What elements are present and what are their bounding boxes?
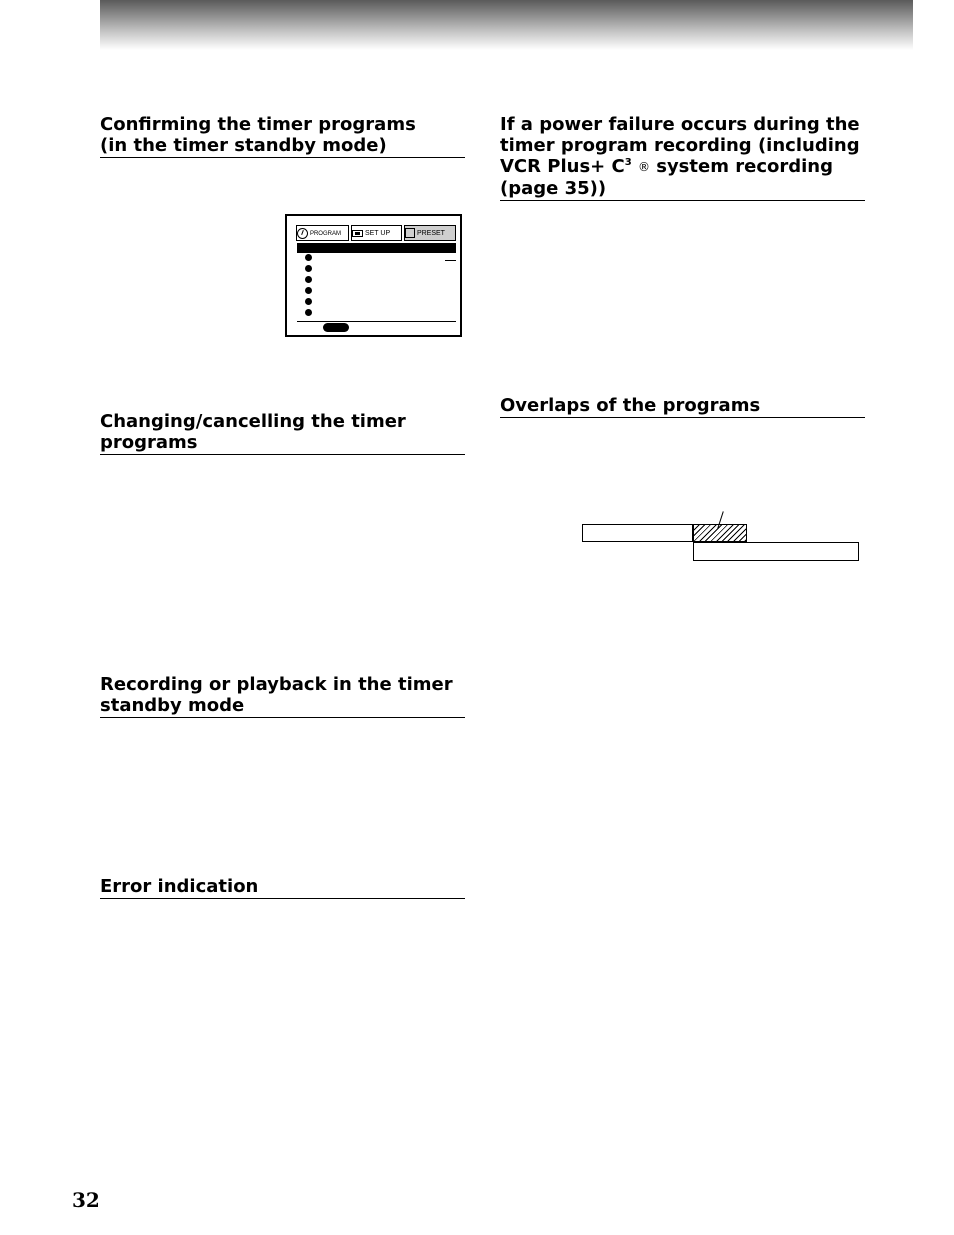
osd-tab-label: PROGRAM	[309, 231, 341, 237]
heading-line: programs	[100, 432, 198, 453]
tape-icon	[352, 230, 363, 237]
osd-tab-label: SET UP	[364, 230, 391, 237]
osd-tab-setup	[351, 225, 402, 241]
osd-button-pill	[323, 323, 349, 332]
heading-power-failure	[500, 114, 865, 201]
tv-icon	[405, 228, 415, 238]
heading-line: Changing/cancelling the timer	[100, 411, 406, 432]
heading-line: Overlaps of the programs	[500, 395, 761, 416]
heading-line: (in the timer standby mode)	[100, 135, 387, 156]
registered-mark: ®	[637, 160, 650, 174]
overlap-program-bar-1	[582, 524, 693, 542]
header-band	[100, 0, 913, 50]
heading-line: standby mode	[100, 695, 245, 716]
heading-changing-cancelling	[100, 411, 465, 455]
osd-tab-label: PRESET	[416, 230, 445, 237]
page-number: 32	[72, 1188, 100, 1212]
heading-confirming-timer-programs	[100, 114, 465, 158]
heading-error-indication	[100, 876, 465, 899]
osd-timer-program-screen	[285, 214, 462, 337]
heading-line: (page 35))	[500, 178, 607, 199]
osd-divider	[297, 321, 456, 322]
osd-indicator-mark	[445, 260, 456, 261]
osd-program-dot	[305, 265, 312, 272]
heading-recording-playback	[100, 674, 465, 718]
heading-line: Recording or playback in the timer	[100, 674, 453, 695]
osd-tab-preset	[404, 225, 456, 241]
heading-line: Error indication	[100, 876, 259, 897]
heading-line	[500, 156, 865, 178]
osd-program-dot	[305, 298, 312, 305]
heading-line: If a power failure occurs during the	[500, 114, 860, 135]
heading-line: Confirming the timer programs	[100, 114, 416, 135]
heading-text: VCR Plus+ C	[500, 156, 625, 177]
osd-program-dot	[305, 254, 312, 261]
superscript: 3	[624, 157, 632, 168]
clock-icon	[297, 228, 308, 239]
overlap-program-bar-2	[693, 542, 859, 561]
heading-text: system recording	[649, 156, 833, 177]
heading-overlaps	[500, 395, 865, 418]
osd-program-dot	[305, 287, 312, 294]
heading-line: timer program recording (including	[500, 135, 860, 156]
overlap-hatched-region	[693, 524, 747, 542]
osd-highlight-bar	[297, 243, 456, 253]
osd-program-dot	[305, 276, 312, 283]
osd-tab-program	[296, 225, 349, 241]
osd-program-dot	[305, 309, 312, 316]
